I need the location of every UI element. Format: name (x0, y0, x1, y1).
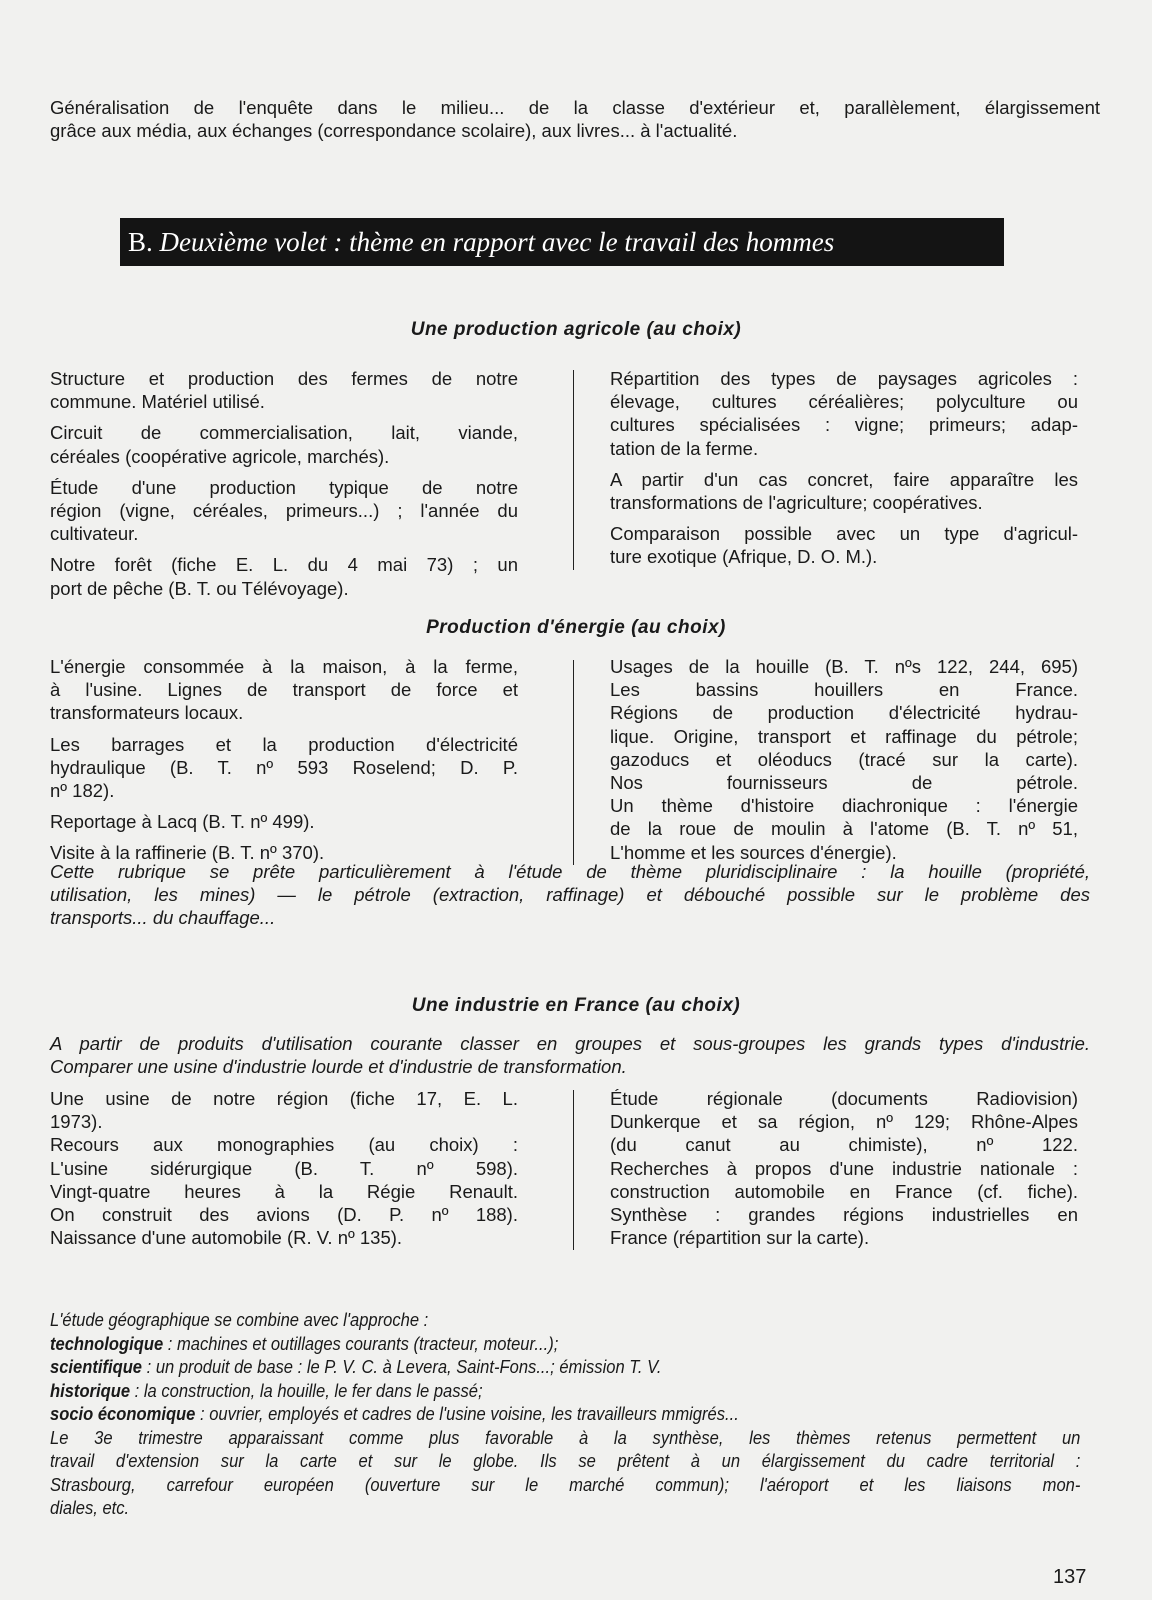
text-line: région (vigne, céréales, primeurs...) ; l'année du (50, 500, 518, 522)
text-line: Les barrages et la production d'électricité (50, 733, 518, 755)
paragraph (50, 810, 518, 833)
approach-block (50, 1309, 1152, 1521)
column-divider (573, 370, 574, 570)
paragraph (50, 476, 518, 546)
text-line: hydraulique (B. T. nº 593 Roselend; D. P. (50, 756, 518, 778)
text-line: gazoducs et oléoducs (tracé sur la carte). (610, 748, 1078, 770)
text-line: France (répartition sur la carte). (610, 1227, 870, 1249)
text-line: Étude d'une production typique de notre (50, 476, 518, 498)
paragraph (50, 1087, 518, 1249)
text-line: Répartition des types de paysages agricoles : (610, 368, 1078, 389)
text-line: transformations de l'agriculture; coopératives. (610, 492, 983, 514)
text-line: à l'usine. Lignes de transport de force et (50, 679, 518, 701)
approach-term: technologique (50, 1333, 164, 1354)
text-line: Comparer une usine d'industrie lourde et d'industrie de transformation. (50, 1056, 627, 1078)
text-line: Synthèse : grandes régions industrielles en (610, 1204, 1078, 1226)
paragraph (610, 468, 1078, 514)
text-line: cultures spécialisées : vigne; primeurs; adap- (610, 414, 1078, 436)
text-line: Nos fournisseurs de pétrole. (610, 772, 1078, 794)
approach-text: : un produit de base : le P. V. C. à Levera, Saint-Fons...; émission T. V. (142, 1357, 662, 1377)
section-heading-energy: Production d'énergie (au choix) (426, 617, 726, 638)
text-line: port de pêche (B. T. ou Télévoyage). (50, 577, 349, 599)
text-line: A partir d'un cas concret, faire apparaître les (610, 468, 1078, 490)
approach-term: historique (50, 1380, 131, 1401)
text-line: utilisation, les mines) — le pétrole (extraction, raffinage) et débouché possible sur le problème des (50, 884, 1090, 906)
paragraph (610, 522, 1078, 568)
text-line: ture exotique (Afrique, D. O. M.). (610, 546, 878, 568)
paragraph (610, 1087, 1078, 1249)
approach-term: socio économique (50, 1404, 196, 1424)
approach-item (50, 1333, 1099, 1357)
text-line: L'homme et les sources d'énergie). (610, 841, 897, 863)
text-line: travail d'extension sur la carte et sur le globe. Ils se prêtent à un élargissement du cadre territorial : (50, 1451, 1081, 1471)
text-line: commune. Matériel utilisé. (50, 391, 265, 413)
text-line: Une usine de notre région (fiche 17, E. L. (50, 1088, 518, 1109)
section-heading-industry: Une industrie en France (au choix) (411, 995, 741, 1016)
approach-item (50, 1356, 1099, 1380)
text-line: Recherches à propos d'une industrie nationale : (610, 1157, 1078, 1179)
text-line: transports... du chauffage... (50, 907, 276, 929)
text-line: élevage, cultures céréalières; polyculture ou (610, 391, 1078, 413)
text-line: Le 3e trimestre apparaissant comme plus favorable à la synthèse, les thèmes retenus permettent un (50, 1427, 1081, 1448)
text-line: 1973). (50, 1111, 103, 1133)
text-line: Comparaison possible avec un type d'agricul- (610, 523, 1078, 545)
approach-term: scientifique (50, 1357, 143, 1377)
paragraph (50, 655, 518, 725)
column-divider (573, 1090, 574, 1250)
approach-text: : la construction, la houille, le fer dans le passé; (130, 1380, 483, 1401)
approach-item (50, 1403, 1099, 1427)
text-line: céréales (coopérative agricole, marchés). (50, 445, 390, 467)
approach-text: : machines et outillages courants (tracteur, moteur...); (163, 1333, 559, 1354)
paragraph (610, 655, 1078, 864)
text-line: Naissance d'une automobile (R. V. nº 135). (50, 1227, 403, 1249)
approach-item (50, 1380, 1099, 1404)
text-line: diales, etc. (50, 1498, 130, 1518)
approach-text: : ouvrier, employés et cadres de l'usine voisine, les travailleurs mmigrés... (195, 1404, 739, 1424)
text-line: L'usine sidérurgique (B. T. nº 598). (50, 1157, 518, 1179)
text-line: nº 182). (50, 780, 115, 802)
text-line: (du canut au chimiste), nº 122. (610, 1134, 1078, 1156)
text-line: Régions de production d'électricité hydrau- (610, 702, 1078, 724)
text-line: A partir de produits d'utilisation courante classer en groupes et sous-groupes les grands types d'industrie. (50, 1033, 1090, 1054)
energy-right-column (610, 655, 1078, 864)
paragraph (50, 733, 518, 803)
text-line: cultivateur. (50, 523, 139, 545)
agriculture-right-column (610, 367, 1078, 577)
text-line: Vingt-quatre heures à la Régie Renault. (50, 1180, 518, 1202)
industry-right-column (610, 1087, 1078, 1249)
text-line: Les bassins houillers en France. (610, 679, 1078, 701)
text-line: transformateurs locaux. (50, 702, 244, 724)
banner-title: Deuxième volet : thème en rapport avec le travail des hommes (159, 227, 835, 257)
text-line: Usages de la houille (B. T. nºs 122, 244, 695) (610, 656, 1078, 677)
text-line: Dunkerque et sa région, nº 129; Rhône-Alpes (610, 1111, 1078, 1133)
text-line: tation de la ferme. (610, 437, 759, 459)
text-line: lique. Origine, transport et raffinage du pétrole; (610, 725, 1078, 747)
section-banner (120, 218, 1004, 266)
paragraph (50, 367, 518, 413)
text-line: grâce aux média, aux échanges (correspondance scolaire), aux livres... à l'actualité. (50, 120, 738, 142)
text-line: L'étude géographique se combine avec l'approche : (50, 1310, 429, 1330)
paragraph (50, 553, 518, 599)
text-line: de la roue de moulin à l'atome (B. T. nº 51, (610, 818, 1078, 840)
energy-left-column (50, 655, 518, 873)
text-line: Étude régionale (documents Radiovision) (610, 1088, 1078, 1109)
text-line: Strasbourg, carrefour européen (ouverture sur le marché commun); l'aéroport et les liaisons mon- (50, 1474, 1081, 1495)
page-number: 137 (1053, 1566, 1087, 1588)
text-line: Structure et production des fermes de notre (50, 368, 518, 389)
column-divider (573, 660, 574, 865)
energy-note (50, 860, 1090, 930)
intro-paragraph (50, 96, 1100, 142)
text-line: L'énergie consommée à la maison, à la ferme, (50, 656, 518, 677)
text-line: Circuit de commercialisation, lait, viande, (50, 422, 518, 444)
paragraph (50, 421, 518, 467)
paragraph (610, 367, 1078, 460)
text-line: Recours aux monographies (au choix) : (50, 1134, 518, 1156)
text-line: Un thème d'histoire diachronique : l'énergie (610, 795, 1078, 817)
banner-letter: B. (128, 227, 153, 257)
text-line: Généralisation de l'enquête dans le milieu... de la classe d'extérieur et, parallèlement, élargissement (50, 97, 1100, 118)
text-line: construction automobile en France (cf. fiche). (610, 1180, 1078, 1202)
text-line: Notre forêt (fiche E. L. du 4 mai 73) ; un (50, 554, 518, 576)
industry-intro (50, 1032, 1090, 1078)
text-line: Visite à la raffinerie (B. T. nº 370). (50, 842, 325, 864)
text-line: Cette rubrique se prête particulièrement à l'étude de thème pluridisciplinaire : la houille (propriété, (50, 861, 1090, 882)
industry-left-column (50, 1087, 518, 1249)
agriculture-left-column (50, 367, 518, 608)
text-line: On construit des avions (D. P. nº 188). (50, 1204, 518, 1226)
text-line: Reportage à Lacq (B. T. nº 499). (50, 811, 315, 833)
section-heading-agriculture: Une production agricole (au choix) (410, 319, 742, 340)
